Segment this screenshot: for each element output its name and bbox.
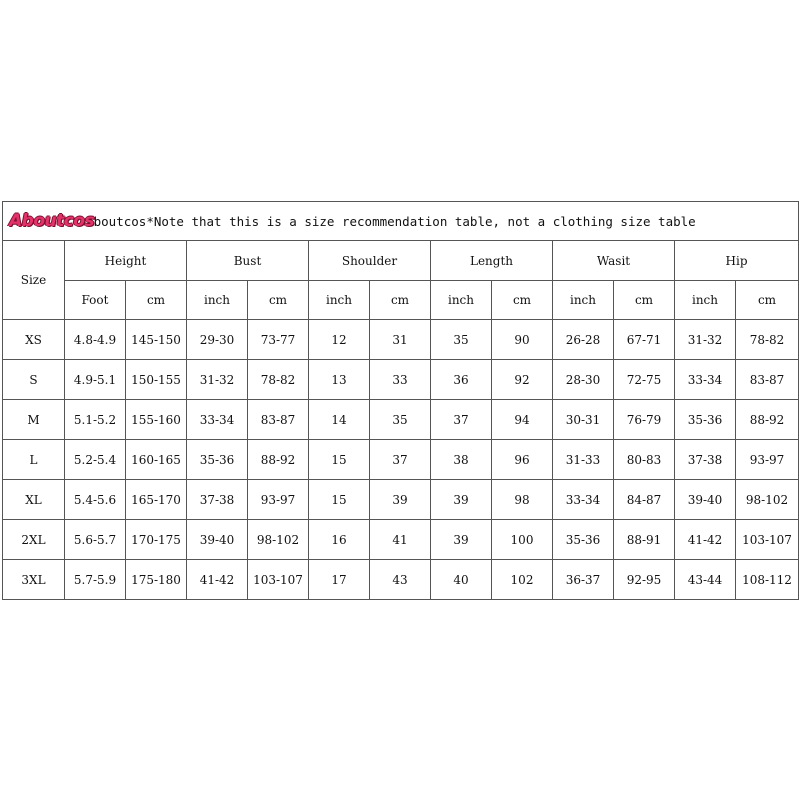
table-cell: 35 — [431, 320, 492, 360]
table-cell: 39-40 — [675, 480, 736, 520]
size-cell: M — [3, 400, 65, 440]
table-row — [3, 560, 799, 600]
table-cell: 12 — [309, 320, 370, 360]
table-cell: 37-38 — [187, 480, 248, 520]
table-cell: 94 — [492, 400, 553, 440]
table-cell: 26-28 — [553, 320, 614, 360]
table-cell: 98-102 — [248, 520, 309, 560]
group-header-height: Height — [65, 241, 187, 281]
table-cell: 41-42 — [675, 520, 736, 560]
table-cell: 102 — [492, 560, 553, 600]
table-cell: 175-180 — [126, 560, 187, 600]
table-cell: 93-97 — [736, 440, 799, 480]
note-row — [3, 202, 799, 241]
table-cell: 15 — [309, 440, 370, 480]
table-cell: 92 — [492, 360, 553, 400]
table-row — [3, 440, 799, 480]
table-cell: 35-36 — [187, 440, 248, 480]
table-cell: 33-34 — [675, 360, 736, 400]
table-cell: 15 — [309, 480, 370, 520]
size-chart-table — [2, 201, 799, 600]
group-header-length: Length — [431, 241, 553, 281]
unit-header: cm — [614, 281, 675, 320]
table-cell: 4.8-4.9 — [65, 320, 126, 360]
table-row — [3, 320, 799, 360]
unit-header: cm — [126, 281, 187, 320]
table-cell: 80-83 — [614, 440, 675, 480]
table-cell: 37-38 — [675, 440, 736, 480]
table-cell: 29-30 — [187, 320, 248, 360]
table-cell: 14 — [309, 400, 370, 440]
header-group-row — [3, 241, 799, 281]
size-cell: S — [3, 360, 65, 400]
table-cell: 41 — [370, 520, 431, 560]
table-cell: 98-102 — [736, 480, 799, 520]
table-cell: 103-107 — [248, 560, 309, 600]
table-cell: 170-175 — [126, 520, 187, 560]
table-row — [3, 400, 799, 440]
table-cell: 93-97 — [248, 480, 309, 520]
table-cell: 38 — [431, 440, 492, 480]
table-cell: 43-44 — [675, 560, 736, 600]
table-cell: 35-36 — [553, 520, 614, 560]
brand-logo: Aboutcos — [9, 211, 95, 231]
unit-header: cm — [492, 281, 553, 320]
table-cell: 43 — [370, 560, 431, 600]
group-header-waist: Wasit — [553, 241, 675, 281]
size-cell: XS — [3, 320, 65, 360]
table-cell: 4.9-5.1 — [65, 360, 126, 400]
table-cell: 103-107 — [736, 520, 799, 560]
size-cell: 2XL — [3, 520, 65, 560]
table-cell: 5.7-5.9 — [65, 560, 126, 600]
table-cell: 39 — [370, 480, 431, 520]
table-cell: 37 — [431, 400, 492, 440]
size-column-header: Size — [3, 241, 65, 320]
table-cell: 31-32 — [675, 320, 736, 360]
table-cell: 73-77 — [248, 320, 309, 360]
table-cell: 39 — [431, 480, 492, 520]
table-cell: 17 — [309, 560, 370, 600]
size-cell: XL — [3, 480, 65, 520]
header-unit-row — [3, 281, 799, 320]
unit-header: inch — [187, 281, 248, 320]
table-cell: 84-87 — [614, 480, 675, 520]
table-cell: 90 — [492, 320, 553, 360]
table-cell: 98 — [492, 480, 553, 520]
unit-header: cm — [370, 281, 431, 320]
table-cell: 88-92 — [248, 440, 309, 480]
table-cell: 78-82 — [736, 320, 799, 360]
table-cell: 13 — [309, 360, 370, 400]
note-text: Aboutcos*Note that this is a size recommendation table, not a clothing size table — [86, 213, 696, 229]
table-cell: 108-112 — [736, 560, 799, 600]
table-cell: 33 — [370, 360, 431, 400]
table-cell: 76-79 — [614, 400, 675, 440]
table-cell: 31-33 — [553, 440, 614, 480]
table-cell: 155-160 — [126, 400, 187, 440]
table-cell: 83-87 — [248, 400, 309, 440]
table-cell: 35 — [370, 400, 431, 440]
table-cell: 30-31 — [553, 400, 614, 440]
table-row — [3, 520, 799, 560]
table-cell: 36 — [431, 360, 492, 400]
table-cell: 72-75 — [614, 360, 675, 400]
group-header-hip: Hip — [675, 241, 799, 281]
unit-header: inch — [309, 281, 370, 320]
table-cell: 33-34 — [553, 480, 614, 520]
group-header-bust: Bust — [187, 241, 309, 281]
size-cell: 3XL — [3, 560, 65, 600]
table-cell: 67-71 — [614, 320, 675, 360]
unit-header: Foot — [65, 281, 126, 320]
table-cell: 35-36 — [675, 400, 736, 440]
unit-header: inch — [431, 281, 492, 320]
table-cell: 31 — [370, 320, 431, 360]
table-cell: 37 — [370, 440, 431, 480]
table-cell: 5.1-5.2 — [65, 400, 126, 440]
unit-header: inch — [553, 281, 614, 320]
table-cell: 5.4-5.6 — [65, 480, 126, 520]
table-cell: 150-155 — [126, 360, 187, 400]
unit-header: cm — [248, 281, 309, 320]
table-cell: 39 — [431, 520, 492, 560]
table-cell: 165-170 — [126, 480, 187, 520]
table-cell: 83-87 — [736, 360, 799, 400]
table-cell: 96 — [492, 440, 553, 480]
table-row — [3, 360, 799, 400]
table-cell: 160-165 — [126, 440, 187, 480]
table-cell: 100 — [492, 520, 553, 560]
table-cell: 36-37 — [553, 560, 614, 600]
table-cell: 88-92 — [736, 400, 799, 440]
table-cell: 28-30 — [553, 360, 614, 400]
table-cell: 92-95 — [614, 560, 675, 600]
table-cell: 33-34 — [187, 400, 248, 440]
size-cell: L — [3, 440, 65, 480]
table-cell: 5.2-5.4 — [65, 440, 126, 480]
table-cell: 31-32 — [187, 360, 248, 400]
table-cell: 78-82 — [248, 360, 309, 400]
unit-header: inch — [675, 281, 736, 320]
table-cell: 16 — [309, 520, 370, 560]
unit-header: cm — [736, 281, 799, 320]
table-cell: 41-42 — [187, 560, 248, 600]
table-cell: 88-91 — [614, 520, 675, 560]
group-header-shoulder: Shoulder — [309, 241, 431, 281]
table-cell: 40 — [431, 560, 492, 600]
table-cell: 5.6-5.7 — [65, 520, 126, 560]
table-cell: 145-150 — [126, 320, 187, 360]
table-row — [3, 480, 799, 520]
table-cell: 39-40 — [187, 520, 248, 560]
